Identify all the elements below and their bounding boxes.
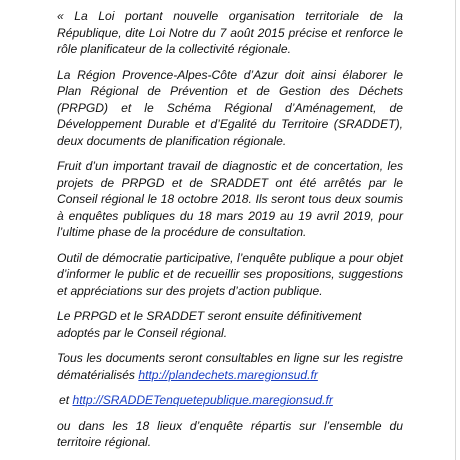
paragraph-region-planification: La Région Provence-Alpes-Côte d’Azur doit ainsi élaborer le Plan Régional de Prévention et de Gestion des Déchets (PRPGD) et le Schéma Régional d’Aménagement, de Développement Durable et d’Egalité du Territoire (SRADDET), deux documents de planification régionale. bbox=[57, 67, 403, 148]
link-plan-dechets[interactable]: http://plandechets.maregionsud.fr bbox=[138, 367, 318, 382]
paragraph-enquetes-publiques: Fruit d’un important travail de diagnostic et de concertation, les projets de PRPGD et de SRADDET ont été arrêtés par le Conseil régional le 18 octobre 2018. Ils seront tous deux soumis à enquêtes publiques du 18 mars 2019 au 19 avril 2019, pour l’ultime phase de la procédure de consultation. bbox=[57, 159, 403, 239]
consultation-text: Tous les documents seront consultables en ligne sur les registre dématérialisés bbox=[57, 351, 403, 382]
paragraph-loi-notre: « La Loi portant nouvelle organisation territoriale de la République, dite Loi Notre du 7 août 2015 précise et renforce le rôle planificateur de la collectivité régionale. bbox=[57, 9, 403, 56]
page-edge-line bbox=[455, 0, 456, 460]
paragraph-second-link bbox=[59, 392, 403, 409]
document-body bbox=[57, 8, 403, 460]
paragraph-consultation bbox=[57, 350, 403, 383]
and-text: et bbox=[59, 393, 70, 407]
link-sraddet-enquete[interactable]: http://SRADDETenquetepublique.maregionsud.fr bbox=[72, 393, 333, 407]
paragraph-democratie-participative: Outil de démocratie participative, l’enquête publique a pour objet d’informer le public et de recueillir ses propositions, suggestions et appréciations sur des projets d’action publique. bbox=[57, 250, 403, 298]
paragraph-lieux-enquete: ou dans les 18 lieux d’enquête répartis sur l’ensemble du territoire régional. bbox=[57, 418, 403, 449]
paragraph-adoption: Le PRPGD et le SRADDET seront ensuite définitivement adoptés par le Conseil régional. bbox=[57, 309, 362, 340]
